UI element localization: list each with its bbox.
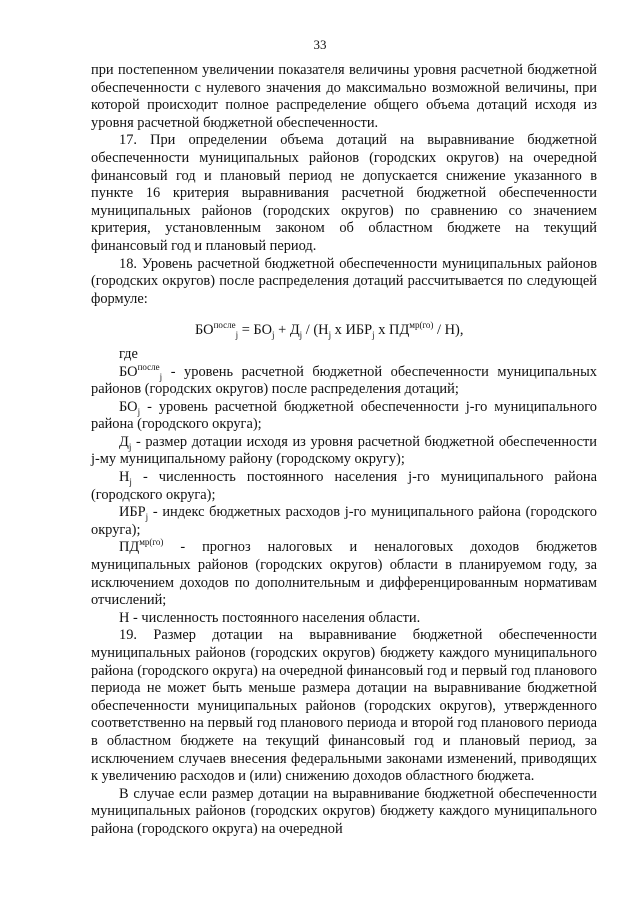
definition-ibr: $ИБР_j$ - индекс бюджетных расходов j-го муниципального района (городского округа);	[91, 504, 597, 538]
definition-d: $Д_j$ - размер дотации исходя из уровня расчетной бюджетной обеспеченности j-му муниципальному району (городскому округу);	[91, 433, 597, 468]
formula: $БО^{после}_j = БО_j + Д_j / (Н_j$ х $ИБР_j$ х $ПД^{мр(го)} / Н$),	[195, 320, 464, 341]
definition-bo-posle: $БО^{после}_j$ - уровень расчетной бюджетной обеспеченности муниципальных районов (городских округов) после распределения дотаций;	[91, 361, 597, 398]
paragraph-19: 19. Размер дотации на выравнивание бюджетной обеспеченности муниципальных районов (городских округов) бюджету каждого муниципального района (городского округа) на очередной финансовый год и первый год планового периода не может быть меньше размера дотации на выравнивание бюджетной обеспеченности муниципальных районов (городских округов), утвержденного соответственно на первый год планового периода и второй год планового периода в областном бюджете на текущий финансовый год и плановый период, за исключением случаев внесения федеральными законами изменений, приводящих к увеличению расходов и (или) снижению доходов областного бюджета.	[91, 627, 597, 785]
page-number: 33	[313, 37, 327, 52]
paragraph-continuation: при постепенном увеличении показателя величины уровня расчетной бюджетной обеспеченности с нулевого значения до максимально возможной величины, при которой происходит полное распределение общего объема дотаций исходя из уровня расчетной бюджетной обеспеченности.	[91, 62, 597, 131]
paragraph-18: 18. Уровень расчетной бюджетной обеспеченности муниципальных районов (городских округов) после распределения дотаций рассчитывается по следующей формуле:	[91, 255, 597, 307]
definition-h: $Н_j$ - численность постоянного населения j-го муниципального района (городского округа);	[91, 469, 597, 503]
where-label: где	[119, 345, 138, 362]
definition-pd: $ПД^{мр(го)}$ - прогноз налоговых и неналоговых доходов бюджетов муниципальных районов (городских округов) области в планируемом году, за исключением доходов по дополнительным и дифференцированным нормативам отчислений;	[91, 537, 597, 609]
definition-h-total: Н - численность постоянного населения области.	[119, 609, 421, 626]
paragraph-continued: В случае если размер дотации на выравнивание бюджетной обеспеченности муниципальных районов (городских округов) бюджету каждого муниципального района (городского округа) на очередной	[91, 785, 597, 837]
document-body	[91, 62, 597, 839]
paragraph-17: 17. При определении объема дотаций на выравнивание бюджетной обеспеченности муниципальных районов (городских округов) на очередной финансовый год и плановый период не допускается снижение указанного в пункте 16 критерия выравнивания расчетной бюджетной обеспеченности муниципальных районов (городских округов) по сравнению со значением критерия, установленным законом об областном бюджете на текущий финансовый год и плановый период.	[91, 132, 597, 254]
definition-bo: $БО_j$ - уровень расчетной бюджетной обеспеченности j-го муниципального района (городского округа);	[91, 398, 597, 433]
